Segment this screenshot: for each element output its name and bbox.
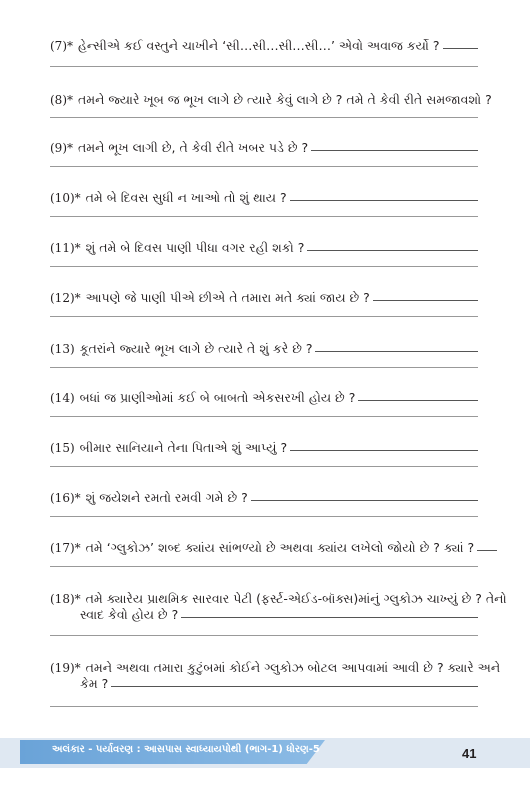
question-text: કૂતરાંને જ્યારે ભૂખ લાગે છે ત્યારે તે શું કરે છે ?	[79, 341, 313, 356]
answer-line[interactable]	[50, 316, 478, 317]
question-text: તમે ‘ગ્લુકોઝ’ શબ્દ ક્યાંય સાંભળ્યો છે અથવા ક્યાંય લખેલો જોયો છે ? ક્યાં ?	[85, 540, 475, 555]
question-9	[50, 140, 478, 156]
answer-blank[interactable]	[181, 617, 478, 618]
question-text: તમને જ્યારે ખૂબ જ ભૂખ લાગે છે ત્યારે કેવું લાગે છે ? તમે તે કેવી રીતે સમજાવશો ?	[78, 92, 492, 107]
question-text: તમે બે દિવસ સુધી ન ખાઓ તો શું થાય ?	[85, 190, 287, 205]
question-text: તમને ભૂખ લાગી છે, તે કેવી રીતે ખબર પડે છે ?	[78, 140, 309, 155]
question-number: (18)*	[50, 592, 81, 606]
question-number: (16)*	[50, 491, 81, 505]
answer-line[interactable]	[50, 66, 478, 67]
question-13	[50, 341, 478, 357]
question-10	[50, 190, 478, 206]
answer-line[interactable]	[50, 216, 478, 217]
question-16	[50, 490, 478, 506]
answer-blank[interactable]	[443, 48, 478, 49]
answer-blank[interactable]	[477, 550, 497, 551]
answer-line[interactable]	[50, 117, 478, 118]
answer-blank[interactable]	[307, 250, 478, 251]
question-number: (14)	[50, 391, 75, 405]
question-number: (19)*	[50, 661, 81, 675]
answer-blank[interactable]	[315, 351, 478, 352]
answer-blank[interactable]	[251, 500, 478, 501]
answer-line[interactable]	[50, 566, 478, 567]
question-14	[50, 390, 478, 406]
question-17	[50, 540, 478, 556]
answer-line[interactable]	[50, 416, 478, 417]
question-19	[50, 660, 501, 692]
question-text: શું તમે બે દિવસ પાણી પીધા વગર રહી શકો ?	[85, 240, 305, 255]
question-text: બીમાર સાનિયાને તેના પિતાએ શું આપ્યું ?	[79, 440, 288, 455]
question-number: (8)*	[50, 93, 73, 107]
question-number: (10)*	[50, 191, 81, 205]
question-text: તમે ક્યારેય પ્રાથમિક સારવાર પેટી (ફર્સ્ટ-એઈડ-બૉક્સ)માંનું ગ્લુકોઝ ચાખ્યું છે ? તેનો	[85, 591, 507, 606]
page-footer	[0, 738, 530, 768]
answer-blank[interactable]	[111, 686, 478, 687]
question-number: (17)*	[50, 541, 81, 555]
question-18	[50, 591, 507, 623]
question-number: (9)*	[50, 141, 73, 155]
footer-book-title: અલંકાર - પર્યાવરણ : આસપાસ સ્વાધ્યાયપોથી (ભાગ-1) ધોરણ-5	[52, 744, 320, 755]
answer-line[interactable]	[50, 706, 478, 707]
question-text: શું જયેશને રમતો રમવી ગમે છે ?	[85, 490, 248, 505]
question-text-continued: સ્વાદ કેવો હોય છે ?	[80, 607, 179, 622]
answer-blank[interactable]	[311, 150, 478, 151]
question-number: (12)*	[50, 291, 81, 305]
question-text: તમને અથવા તમારા કુટુંબમાં કોઈને ગ્લુકોઝ બોટલ આપવામાં આવી છે ? ક્યારે અને	[85, 660, 501, 675]
answer-line[interactable]	[50, 166, 478, 167]
question-number: (15)	[50, 441, 75, 455]
answer-line[interactable]	[50, 367, 478, 368]
answer-line[interactable]	[50, 466, 478, 467]
question-text: બધાં જ પ્રાણીઓમાં કઈ બે બાબતો એકસરખી હોય છે ?	[79, 390, 356, 405]
question-text: આપણે જે પાણી પીએ છીએ તે તમારા મતે ક્યાં જાય છે ?	[85, 290, 370, 305]
answer-blank[interactable]	[290, 450, 478, 451]
answer-blank[interactable]	[358, 400, 478, 401]
question-15	[50, 440, 478, 456]
question-12	[50, 290, 478, 306]
answer-line[interactable]	[50, 635, 478, 636]
answer-line[interactable]	[50, 516, 478, 517]
answer-blank[interactable]	[373, 300, 478, 301]
question-7	[50, 38, 478, 54]
question-number: (13)	[50, 342, 75, 356]
answer-blank[interactable]	[290, 200, 478, 201]
question-number: (7)*	[50, 39, 73, 53]
question-8	[50, 92, 492, 108]
question-11	[50, 240, 478, 256]
question-text: હેન્સીએ કઈ વસ્તુને ચાખીને ‘સી…સી…સી…સી…’ એવો અવાજ કર્યો ?	[78, 38, 440, 53]
question-text-continued: કેમ ?	[80, 676, 109, 691]
question-number: (11)*	[50, 241, 81, 255]
page-number: 41	[462, 746, 477, 761]
answer-line[interactable]	[50, 266, 478, 267]
